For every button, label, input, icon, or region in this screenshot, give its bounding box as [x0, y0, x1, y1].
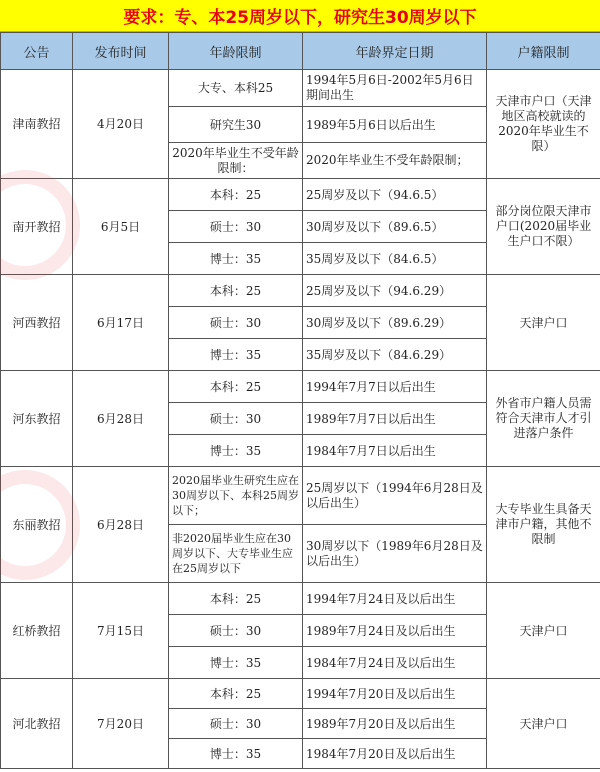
birth-date-cell: 1994年7月20日及以后出生: [303, 679, 487, 709]
birth-date-cell: 35周岁及以下（84.6.5）: [303, 243, 487, 275]
birth-date-cell: 30周岁及以下（89.6.29）: [303, 307, 487, 339]
huji-cell: 部分岗位限天津市户口(2020届毕业生户口不限）: [487, 179, 600, 275]
table-row: [1, 679, 600, 709]
header-birth-date: 年龄界定日期: [303, 33, 487, 70]
birth-date-cell: 1984年7月7日以后出生: [303, 435, 487, 467]
table-row: [1, 371, 600, 403]
announcement-cell: 河西教招: [1, 275, 73, 371]
age-limit-cell: 硕士：30: [169, 403, 303, 435]
age-limit-cell: 研究生30: [169, 107, 303, 143]
age-limit-cell: 本科：25: [169, 179, 303, 211]
huji-cell: 外省市户籍人员需符合天津市人才引进落户条件: [487, 371, 600, 467]
announcement-cell: 津南教招: [1, 70, 73, 179]
announcement-cell: 河东教招: [1, 371, 73, 467]
age-limit-cell: 硕士：30: [169, 615, 303, 647]
birth-date-cell: 25周岁及以下（94.6.29）: [303, 275, 487, 307]
huji-cell: 天津户口: [487, 583, 600, 679]
age-limit-cell: 本科：25: [169, 371, 303, 403]
age-limit-cell: 2020年毕业生不受年龄限制：: [169, 143, 303, 179]
birth-date-cell: 1989年7月7日以后出生: [303, 403, 487, 435]
age-limit-cell: 本科：25: [169, 275, 303, 307]
header-announcement: 公告: [1, 33, 73, 70]
page-banner: 要求：专、本25周岁以下，研究生30周岁以下: [0, 0, 600, 32]
birth-date-cell: 1994年7月7日以后出生: [303, 371, 487, 403]
huji-cell: 天津市户口（天津地区高校就读的2020年毕业生不限）: [487, 70, 600, 179]
table-row: [1, 70, 600, 107]
birth-date-cell: 1994年5月6日-2002年5月6日期间出生: [303, 70, 487, 107]
age-limit-cell: 硕士：30: [169, 211, 303, 243]
age-limit-cell: 2020届毕业生研究生应在30周岁以下、本科25周岁以下；: [169, 467, 303, 525]
huji-cell: 天津户口: [487, 679, 600, 769]
birth-date-cell: 1989年5月6日以后出生: [303, 107, 487, 143]
birth-date-cell: 35周岁及以下（84.6.29）: [303, 339, 487, 371]
header-huji: 户籍限制: [487, 33, 600, 70]
announcement-cell: 河北教招: [1, 679, 73, 769]
age-limit-cell: 硕士：30: [169, 307, 303, 339]
birth-date-cell: 1994年7月24日及以后出生: [303, 583, 487, 615]
date-cell: 6月28日: [73, 467, 169, 583]
age-limit-cell: 本科：25: [169, 679, 303, 709]
announcement-cell: 红桥教招: [1, 583, 73, 679]
birth-date-cell: 1984年7月20日及以后出生: [303, 739, 487, 769]
age-limit-cell: 博士：35: [169, 435, 303, 467]
birth-date-cell: 1984年7月24日及以后出生: [303, 647, 487, 679]
header-publish-date: 发布时间: [73, 33, 169, 70]
age-limit-cell: 博士：35: [169, 243, 303, 275]
date-cell: 6月5日: [73, 179, 169, 275]
age-limit-cell: 硕士：30: [169, 709, 303, 739]
date-cell: 6月28日: [73, 371, 169, 467]
birth-date-cell: 1989年7月24日及以后出生: [303, 615, 487, 647]
age-limit-cell: 博士：35: [169, 739, 303, 769]
date-cell: 4月20日: [73, 70, 169, 179]
recruitment-table: [0, 32, 600, 769]
header-row: [1, 33, 600, 70]
announcement-cell: 东丽教招: [1, 467, 73, 583]
huji-cell: 天津户口: [487, 275, 600, 371]
age-limit-cell: 博士：35: [169, 647, 303, 679]
date-cell: 7月15日: [73, 583, 169, 679]
birth-date-cell: 30周岁及以下（89.6.5）: [303, 211, 487, 243]
birth-date-cell: 25周岁以下（1994年6月28日及以后出生）: [303, 467, 487, 525]
age-limit-cell: 非2020届毕业生应在30周岁以下、大专毕业生应在25周岁以下: [169, 525, 303, 583]
birth-date-cell: 1989年7月20日及以后出生: [303, 709, 487, 739]
huji-cell: 大专毕业生具备天津市户籍，其他不限制: [487, 467, 600, 583]
birth-date-cell: 25周岁及以下（94.6.5）: [303, 179, 487, 211]
table-row: [1, 179, 600, 211]
table-row: [1, 467, 600, 525]
header-age-limit: 年龄限制: [169, 33, 303, 70]
date-cell: 7月20日: [73, 679, 169, 769]
age-limit-cell: 大专、本科25: [169, 70, 303, 107]
announcement-cell: 南开教招: [1, 179, 73, 275]
birth-date-cell: 2020年毕业生不受年龄限制；: [303, 143, 487, 179]
birth-date-cell: 30周岁以下（1989年6月28日及以后出生）: [303, 525, 487, 583]
age-limit-cell: 博士：35: [169, 339, 303, 371]
table-row: [1, 275, 600, 307]
age-limit-cell: 本科：25: [169, 583, 303, 615]
date-cell: 6月17日: [73, 275, 169, 371]
table-row: [1, 583, 600, 615]
